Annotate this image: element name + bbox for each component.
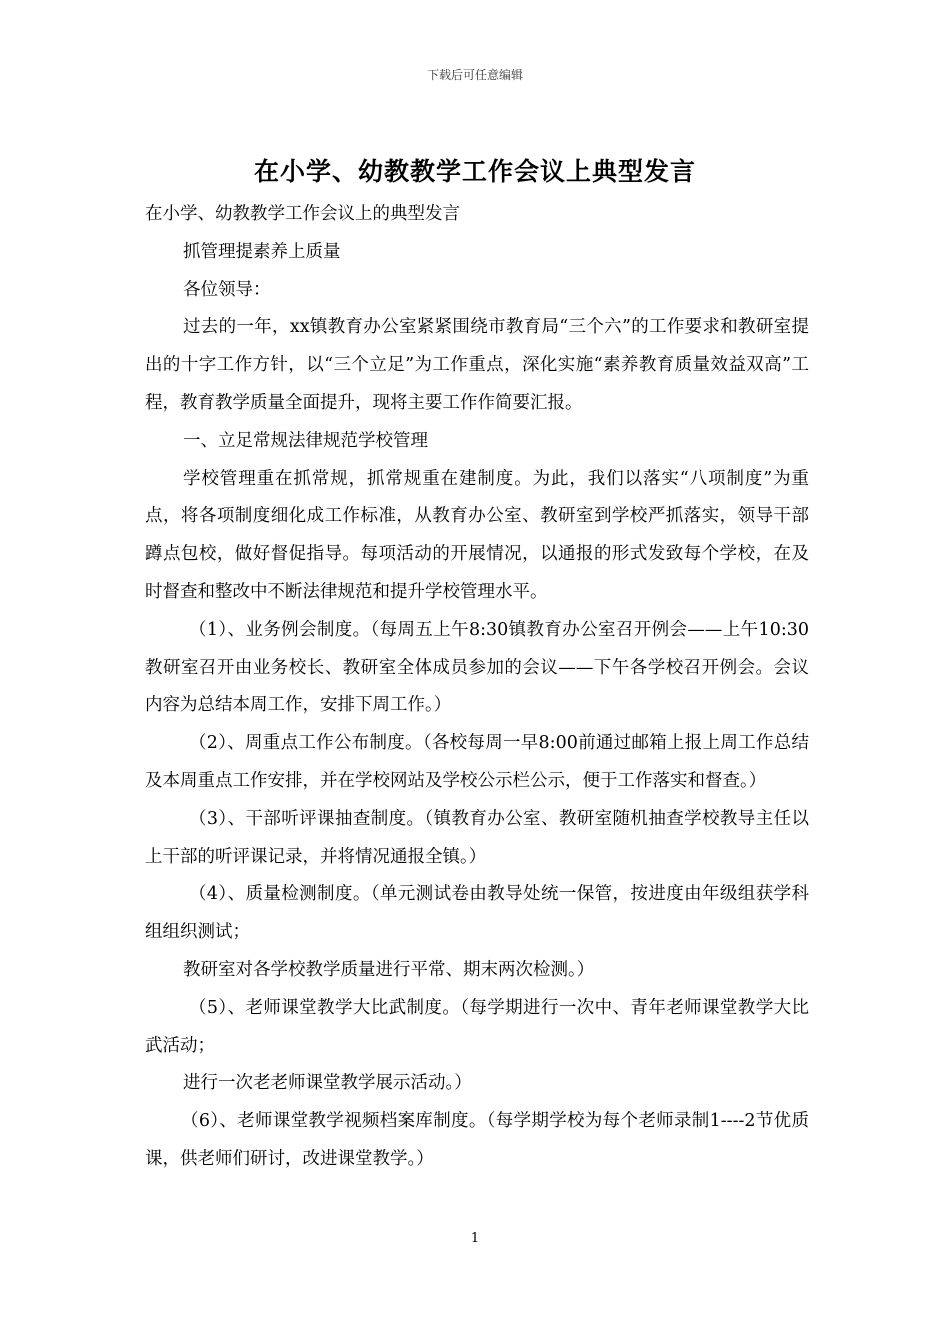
paragraph-item-5-cont: 进行一次老老师课堂教学展示活动。）: [183, 1073, 472, 1094]
paragraph-item-2: （2）、周重点工作公布制度。（各校每周一早8:00前通过邮箱上报上周工作总结及本周重点工作安排，并在学校网站及学校公示栏公示，便于工作落实和督查。）: [145, 733, 809, 791]
paragraph-item-5: （5）、老师课堂教学大比武制度。（每学期进行一次中、青年老师课堂教学大比武活动；: [145, 997, 809, 1056]
paragraph-item-1: （1）、业务例会制度。（每周五上午8:30镇教育办公室召开例会——上午10:30教研室召开由业务校长、教研室全体成员参加的会议——下午各学校召开例会。会议内容为总结本周工作，安排下周工作。）: [145, 619, 809, 716]
paragraph-intro: 过去的一年，xx镇教育办公室紧紧围绕市教育局“三个六”的工作要求和教研室提出的十字工作方针，以“三个立足”为工作重点，深化实施“素养教育质量效益双高”工程，教育教学质量全面提升，现将主要工作作简要汇报。: [145, 317, 809, 413]
page-number: 1: [470, 1231, 480, 1246]
paragraph-management: 学校管理重在抓常规，抓常规重在建制度。为此，我们以落实“八项制度”为重点，将各项制度细化成工作标准，从教育办公室、教研室到学校严抓落实，领导干部蹲点包校，做好督促指导。每项活动的开展情况，以通报的形式发致每个学校，在及时督查和整改中不断法律规范和提升学校管理水平。: [145, 468, 809, 602]
paragraph-item-6: （6）、老师课堂教学视频档案库制度。（每学期学校为每个老师录制1----2节优质课，供老师们研讨，改进课堂教学。）: [145, 1111, 809, 1169]
header-note: 下载后可任意编辑: [426, 68, 523, 82]
paragraph-subtitle: 在小学、幼教教学工作会议上的典型发言: [145, 204, 460, 224]
paragraph-salutation: 各位领导：: [183, 279, 271, 300]
section-heading-1: 一、立足常规法律规范学校管理: [183, 430, 428, 451]
paragraph-item-3: （3）、干部听评课抽查制度。（镇教育办公室、教研室随机抽查学校教导主任以上干部的听评课记录，并将情况通报全镇。）: [145, 808, 809, 867]
paragraph-item-4: （4）、质量检测制度。（单元测试卷由教导处统一保管，按进度由年级组获学科组组织测试；: [145, 884, 809, 943]
paragraph-item-4-cont: 教研室对各学校教学质量进行平常、期末两次检测。）: [183, 959, 595, 980]
document-body: [145, 196, 809, 1179]
paragraph-theme: 抓管理提素养上质量: [183, 241, 341, 262]
document-title: 在小学、幼教教学工作会议上典型发言: [253, 157, 696, 186]
